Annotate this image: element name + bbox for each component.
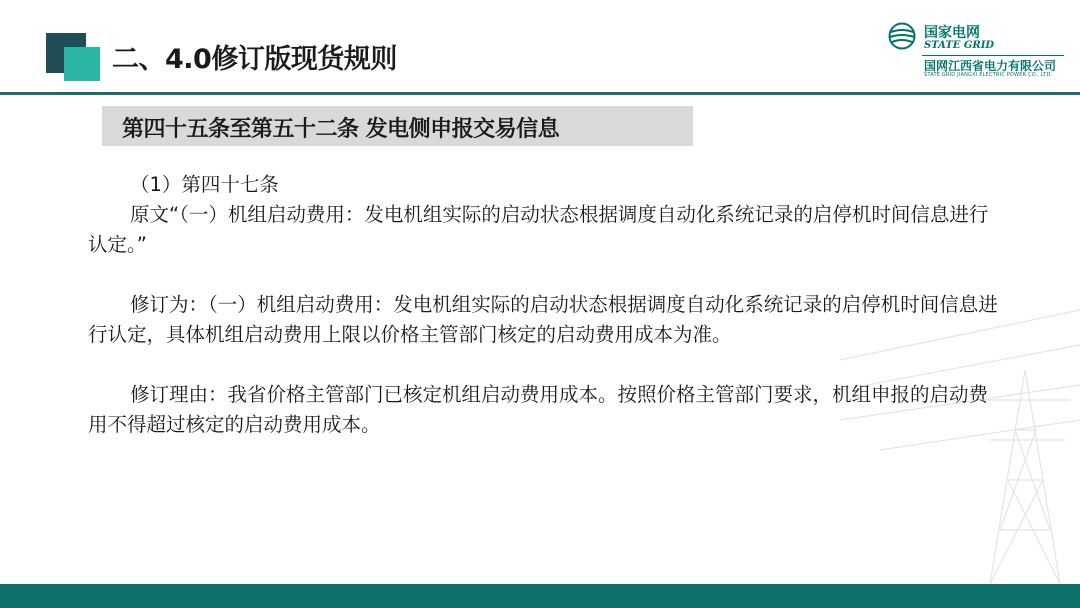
header-divider: [0, 92, 1080, 95]
slide-body: [88, 170, 1000, 440]
original-text-paragraph: 原文“（一）机组启动费用：发电机组实际的启动状态根据调度自动化系统记录的启停机时间信息进行认定。”: [88, 203, 989, 256]
logo-name-cn: 国家电网: [924, 25, 980, 41]
section-banner: [102, 106, 693, 146]
article-heading: （1）第四十七条: [130, 173, 279, 196]
paragraph-spacer: [88, 260, 1000, 290]
logo-divider: [922, 55, 1064, 56]
footer-bar: [0, 584, 1080, 608]
logo-company-en: STATE GRID JIANGXI ELECTRIC POWER CO., LTD.: [924, 72, 1053, 78]
state-grid-globe-icon: [888, 22, 916, 50]
revised-text-paragraph: 修订为：（一）机组启动费用：发电机组实际的启动状态根据调度自动化系统记录的启停机时间信息进行认定，具体机组启动费用上限以价格主管部门核定的启动费用成本为准。: [88, 293, 998, 346]
logo-name-en: STATE GRID: [924, 40, 995, 51]
revision-reason-paragraph: 修订理由：我省价格主管部门已核定机组启动费用成本。按照价格主管部门要求，机组申报的启动费用不得超过核定的启动费用成本。: [88, 383, 989, 436]
paragraph-spacer: [88, 350, 1000, 380]
state-grid-logo: [888, 20, 1068, 82]
section-heading: 第四十五条至第五十二条 发电侧申报交易信息: [122, 117, 560, 142]
title-accent-teal-square: [64, 47, 100, 81]
slide-title: 二、4.0修订版现货规则: [112, 44, 397, 75]
logo-company-cn: 国网江西省电力有限公司: [924, 59, 1057, 73]
